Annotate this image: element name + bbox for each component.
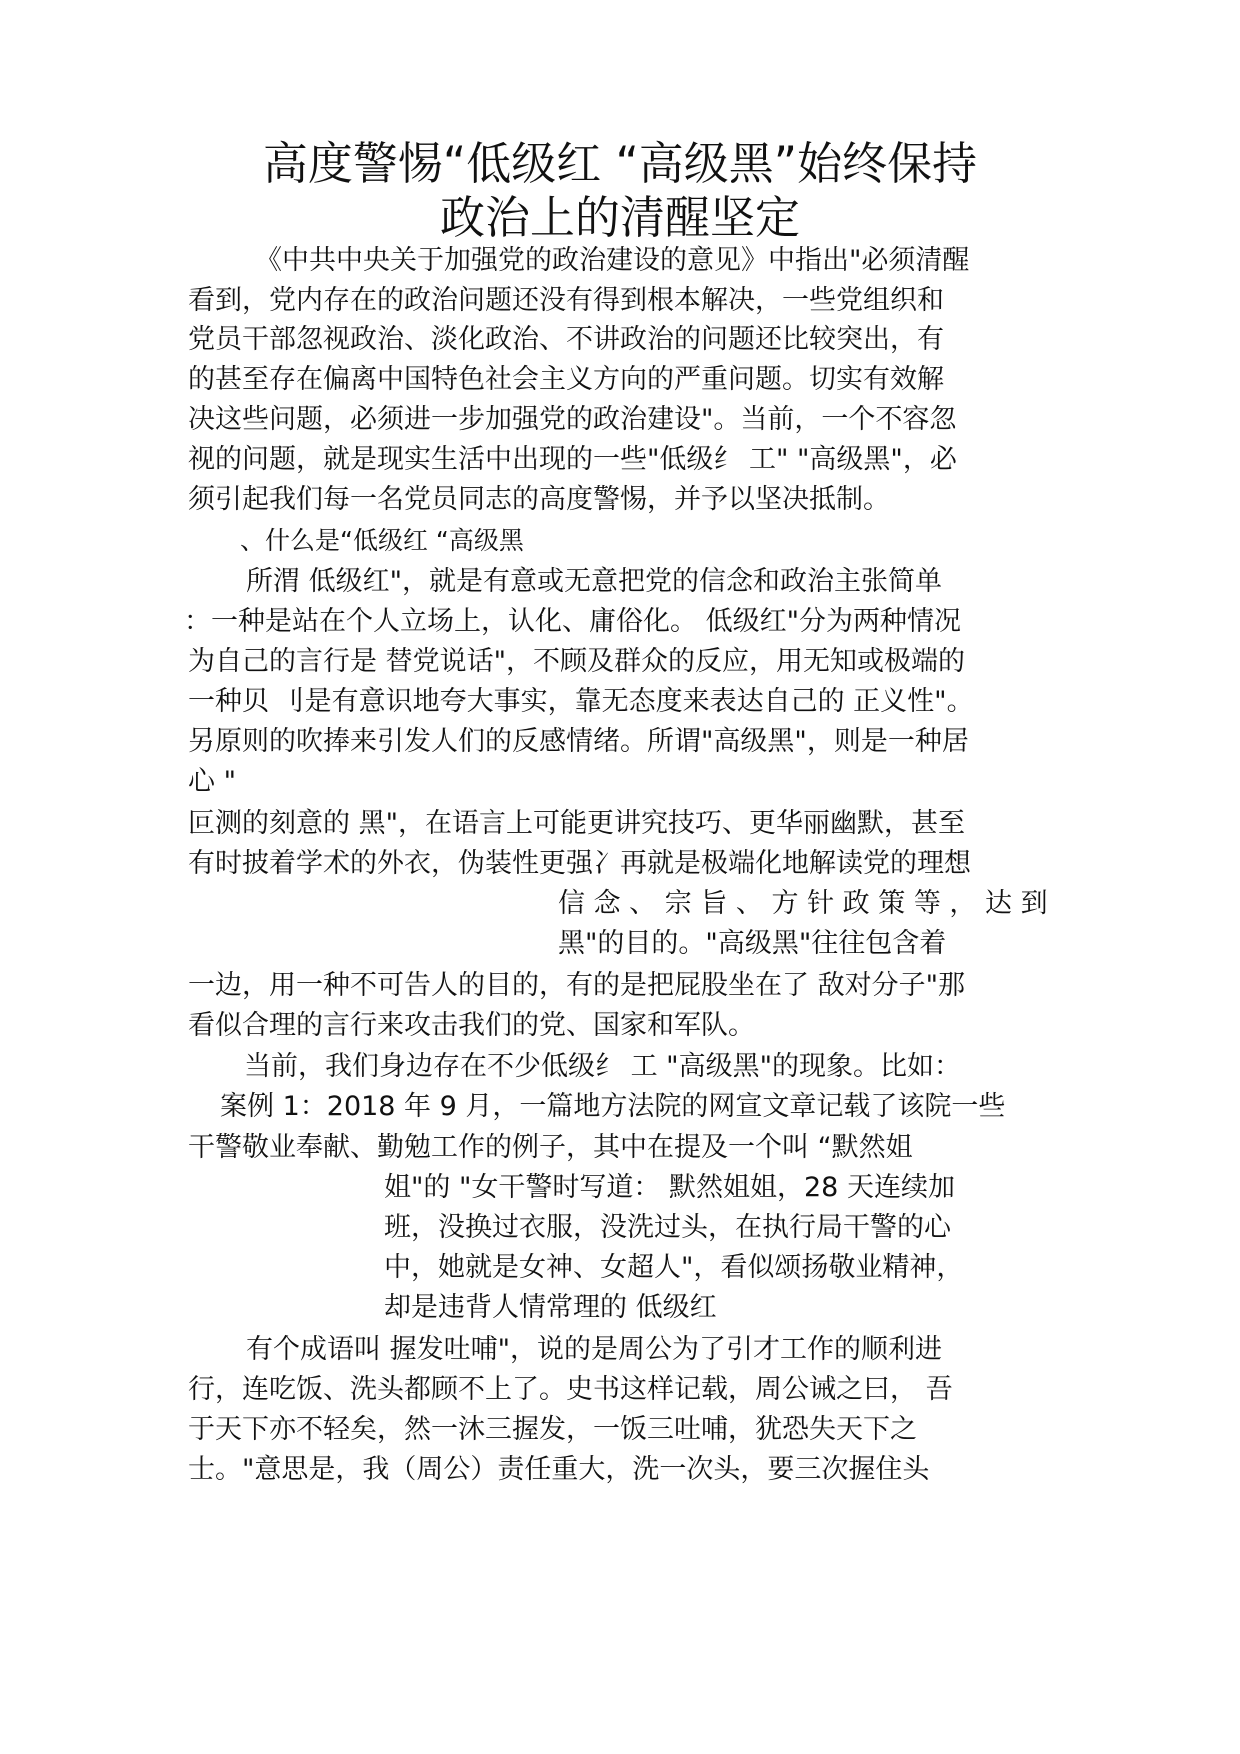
body-line: 看似合理的言行来攻击我们的党、国家和军队。: [188, 1010, 755, 1041]
body-line: 黑"的目的。"高级黑"往往包含着: [558, 928, 947, 959]
body-line: 干警敬业奉献、勤勉工作的例子，其中在提及一个叫 “默然姐: [188, 1132, 913, 1163]
body-line: 党员干部忽视政治、淡化政治、不讲政治的问题还比较突出，有: [188, 324, 944, 355]
body-line: 看到，党内存在的政治问题还没有得到根本解决，一些党组织和: [188, 285, 944, 316]
body-line: 信 念 、 宗 旨 、 方 针 政 策 等 ， 达 到: [558, 888, 1048, 919]
body-line: 案例 1：2018 年 9 月，一篇地方法院的网宣文章记载了该院一些: [220, 1091, 1006, 1122]
body-line: 为自己的言行是 替党说话"，不顾及群众的反应，用无知或极端的: [188, 646, 966, 677]
body-line: 有个成语叫 握发吐哺"，说的是周公为了引才工作的顺利进: [246, 1334, 943, 1365]
body-line: 《中共中央关于加强党的政治建设的意见》中指出"必须清醒: [255, 245, 970, 276]
body-line: 却是违背人情常理的 低级红: [384, 1292, 717, 1323]
section-heading: 、什么是“低级红 “高级黑: [240, 526, 524, 555]
body-line: 一边，用一种不可告人的目的，有的是把屁股坐在了 敌对分子"那: [188, 970, 966, 1001]
body-line: 班，没换过衣服，没洗过头，在执行局干警的心: [384, 1212, 951, 1243]
body-line: 当前，我们身边存在不少低级纟 工 "高级黑"的现象。比如：: [244, 1051, 962, 1082]
body-line: 视的问题，就是现实生活中出现的一些"低级纟 工" "高级黑"，必: [188, 444, 957, 475]
body-line: 于天下亦不轻矣，然一沐三握发，一饭三吐哺，犹恐失天下之: [188, 1414, 917, 1445]
document-title-line-2: 政治上的清醒坚定: [439, 191, 800, 244]
body-line: 叵测的刻意的 黑"，在语言上可能更讲究技巧、更华丽幽默，甚至: [188, 808, 966, 839]
body-line: 须引起我们每一名党员同志的高度警惕，并予以坚决抵制。: [188, 484, 890, 515]
body-line: 中，她就是女神、女超人"，看似颂扬敬业精神，: [384, 1252, 964, 1283]
body-line: 有时披着学术的外衣，伪装性更强冫再就是极端化地解读党的理想: [188, 848, 971, 879]
body-line: ：一种是站在个人立场上，认化、庸俗化。 低级红"分为两种情况: [184, 606, 962, 637]
body-line: 姐"的 "女干警时写道： 默然姐姐，28 天连续加: [384, 1172, 955, 1203]
body-line: 的甚至存在偏离中国特色社会主义方向的严重问题。切实有效解: [188, 364, 944, 395]
body-line: 行，连吃饭、洗头都顾不上了。史书这样记载，周公诫之曰， 吾: [188, 1374, 953, 1405]
body-line: 决这些问题，必须进一步加强党的政治建设"。当前，一个不容忽: [188, 404, 957, 435]
body-line: 所渭 低级红"，就是有意或无意把党的信念和政治主张简单: [246, 566, 943, 597]
body-line: 心 ": [188, 766, 237, 797]
body-line: 一种贝 刂是有意识地夸大事实，靠无态度来表达自己的 正义性"。: [188, 686, 974, 717]
body-line: 另原则的吹捧来引发人们的反感情绪。所谓"高级黑"，则是一种居: [188, 726, 969, 757]
body-line: 士。"意思是，我（周公）责任重大，洗一次头，要三次握住头: [188, 1454, 930, 1485]
document-title-line-1: 高度警惕“低级红 “高级黑”始终保持: [262, 137, 978, 190]
